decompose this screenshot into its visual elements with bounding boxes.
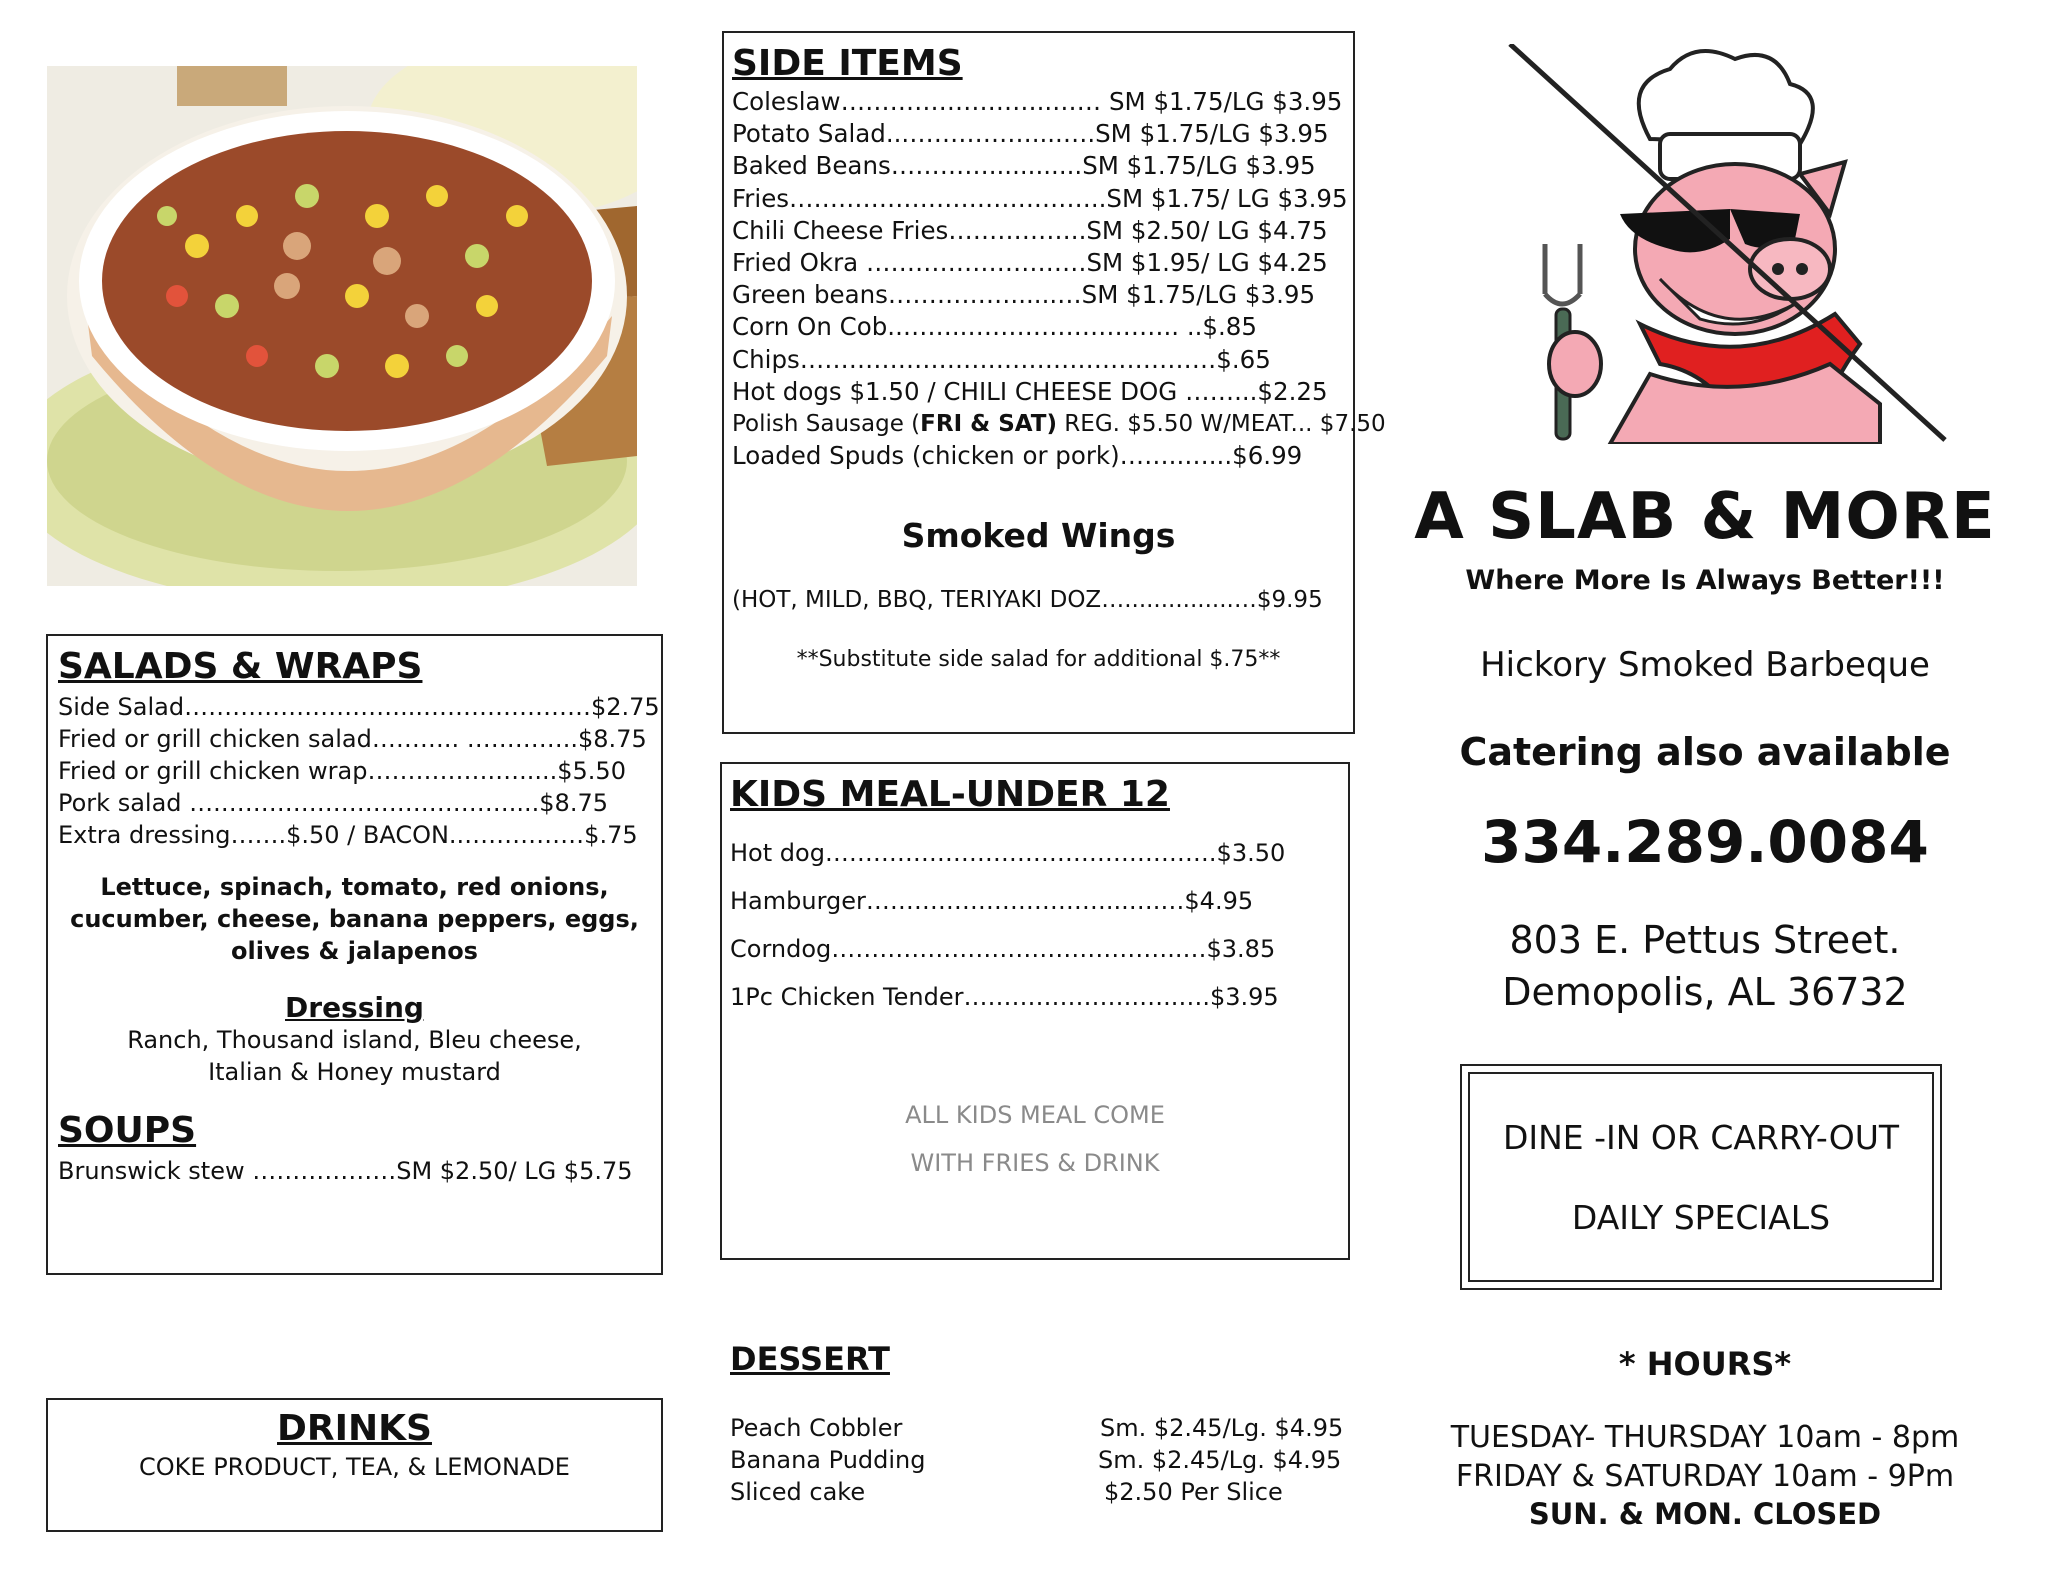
side-item: Coleslaw……………………..…… SM $1.75/LG $3.95 [732,87,1343,116]
catering-note: Catering also available [1459,730,1951,774]
chef-pig-with-fork-icon [1500,44,1950,444]
dressing-list [58,1024,651,1088]
kids-item: 1Pc Chicken Tender………………….…..….$3.95 [730,983,1279,1011]
drinks-section [46,1398,663,1532]
sausage-days: FRI & SAT) [920,411,1057,438]
smoked-wings-title: Smoked Wings [901,516,1176,556]
address-line-2: Demopolis, AL 36732 [1502,970,1908,1014]
kids-meal-title: KIDS MEAL-UNDER 12 [730,774,1170,815]
smoked-wings-item: (HOT, MILD, BBQ, TERIYAKI DOZ…...............…$9.95 [732,587,1323,614]
daily-specials: DAILY SPECIALS [1571,1198,1831,1237]
dessert-name: Banana Pudding [730,1446,926,1474]
kids-meal-section [720,762,1350,1260]
soup-item: Brunswick stew ………………SM $2.50/ LG $5.75 [58,1157,633,1185]
service-box [1460,1064,1942,1290]
kids-meal-note [730,1091,1340,1187]
cuisine-style: Hickory Smoked Barbeque [1480,645,1930,685]
side-item: Baked Beans…………............SM $1.75/LG $3.95 [732,151,1316,181]
side-item: Fried Okra ………………………SM $1.95/ LG $4.25 [732,248,1328,278]
sausage-prefix: Polish Sausage ( [732,411,921,438]
hours-line: TUESDAY- THURSDAY 10am - 8pm [1450,1420,1960,1455]
salads-wraps-section [46,634,663,1275]
salad-item: Extra dressing…….$.50 / BACON..……………$.75 [58,821,638,849]
dressing-title: Dressing [285,991,424,1024]
salad-toppings [58,871,651,967]
dessert-title: DESSERT [730,1340,890,1378]
salad-item: Fried or grill chicken salad……….. …………..$8.75 [58,725,647,753]
kids-note-line: WITH FRIES & DRINK [910,1149,1160,1177]
side-items-title: SIDE ITEMS [732,43,963,84]
topping-line: cucumber, cheese, banana peppers, eggs, [70,905,639,933]
side-items-section [722,31,1386,734]
salad-item: Pork salad ….………………………………....$8.75 [58,789,608,817]
side-item: Chili Cheese Fries……………..SM $2.50/ LG $4.75 [732,215,1328,245]
closed-days: SUN. & MON. CLOSED [1528,1497,1882,1531]
hours-title: * HOURS* [1618,1345,1792,1383]
kids-item: Hot dog………………………………………….$3.50 [730,839,1286,867]
restaurant-name: A SLAB & MORE [1414,480,1996,554]
dessert-name: Peach Cobbler [730,1414,903,1442]
dressing-line: Italian & Honey mustard [208,1058,501,1086]
kids-note-line: ALL KIDS MEAL COME [905,1101,1165,1129]
dessert-price: Sm. $2.45/Lg. $4.95 [1100,1414,1344,1442]
brunswick-stew-photo [47,66,637,586]
dessert-price: Sm. $2.45/Lg. $4.95 [1098,1446,1342,1474]
address-line-1: 803 E. Pettus Street. [1509,918,1901,962]
substitute-note: **Substitute side salad for additional $.75** [796,647,1281,673]
side-item: Fries………………………….……..SM $1.75/ LG $3.95 [732,183,1348,213]
phone-number[interactable]: 334.289.0084 [1481,808,1929,876]
kids-item: Corndog……………………………………..…$3.85 [730,935,1276,963]
polish-sausage-item [732,408,1386,440]
soups-title: SOUPS [58,1110,197,1151]
dine-in-carry-out: DINE -IN OR CARRY-OUT [1502,1118,1900,1157]
side-item: Corn On Cob..……..…………………….. ..$.85 [732,312,1257,342]
drinks-text: COKE PRODUCT, TEA, & LEMONADE [139,1453,570,1481]
sausage-suffix: REG. $5.50 W/MEAT... $7.50 [1057,411,1386,438]
tagline: Where More Is Always Better!!! [1465,565,1945,596]
service-box-inner-border [1468,1072,1934,1282]
salad-item: Fried or grill chicken wrap…………….….....$5.50 [58,757,626,785]
dessert-price: $2.50 Per Slice [1104,1478,1283,1506]
salad-item: Side Salad………………………...…………………$2.75 [58,693,660,721]
salads-title: SALADS & WRAPS [58,646,423,687]
side-item: Potato Salad...……………....….SM $1.75/LG $3.95 [732,119,1329,149]
topping-line: Lettuce, spinach, tomato, red onions, [100,873,609,901]
loaded-spuds-item: Loaded Spuds (chicken or pork)……..…...$6.99 [732,441,1303,471]
side-item: Chips……………………………………………$.65 [732,344,1271,374]
drinks-title: DRINKS [277,1408,432,1449]
side-item: Hot dogs $1.50 / CHILI CHEESE DOG ……...$2.25 [732,376,1328,406]
dressing-line: Ranch, Thousand island, Bleu cheese, [127,1026,582,1054]
dessert-name: Sliced cake [730,1478,866,1506]
hours-line: FRIDAY & SATURDAY 10am - 9Pm [1455,1459,1955,1494]
kids-item: Hamburger…………………………...….…$4.95 [730,887,1254,915]
side-item: Green beans……………......…SM $1.75/LG $3.95 [732,280,1316,310]
topping-line: olives & jalapenos [231,937,478,965]
